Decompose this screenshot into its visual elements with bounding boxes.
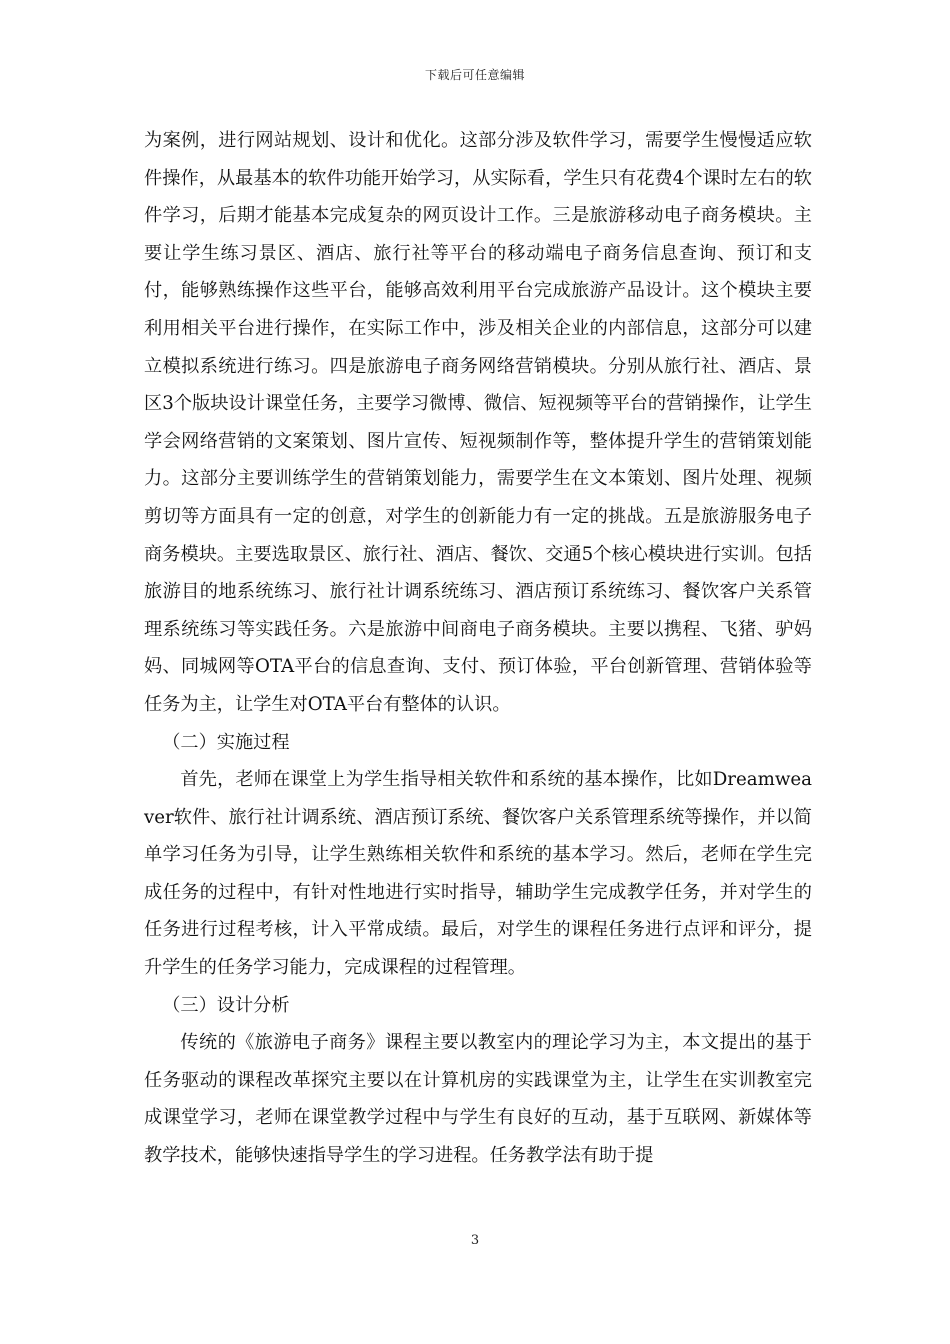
paragraph: 传统的《旅游电子商务》课程主要以教室内的理论学习为主，本文提出的基于任务驱动的课程改革探究主要以在计算机房的实践课堂为主，让学生在实训教室完成课堂学习，老师在课堂教学过程中与学生有良好的互动，基于互联网、新媒体等教学技术，能够快速指导学生的学习进程。任务教学法有助于提 <box>144 1032 812 1167</box>
section-heading: （三）设计分析 <box>162 994 290 1016</box>
paragraph: 为案例，进行网站规划、设计和优化。这部分涉及软件学习，需要学生慢慢适应软件操作，从最基本的软件功能开始学习，从实际看，学生只有花费4个课时左右的软件学习，后期才能基本完成复杂的网页设计工作。三是旅游移动电子商务模块。主要让学生练习景区、酒店、旅行社等平台的移动端电子商务信息查询、预订和支付，能够熟练操作这些平台，能够高效利用平台完成旅游产品设计。这个模块主要利用相关平台进行操作，在实际工作中，涉及相关企业的内部信息，这部分可以建立模拟系统进行练习。四是旅游电子商务网络营销模块。分别从旅行社、酒店、景区3个版块设计课堂任务，主要学习微博、微信、短视频等平台的营销操作，让学生学会网络营销的文案策划、图片宣传、短视频制作等，整体提升学生的营销策划能力。这部分主要训练学生的营销策划能力，需要学生在文本策划、图片处理、视频剪切等方面具有一定的创意，对学生的创新能力有一定的挑战。五是旅游服务电子商务模块。主要选取景区、旅行社、酒店、餐饮、交通5个核心模块进行实训。包括旅游目的地系统练习、旅行社计调系统练习、酒店预订系统练习、餐饮客户关系管理系统练习等实践任务。六是旅游中间商电子商务模块。主要以携程、飞猪、驴妈妈、同城网等OTA平台的信息查询、支付、预订体验，平台创新管理、营销体验等任务为主，让学生对OTA平台有整体的认识。 <box>144 130 812 715</box>
page-header: 下载后可任意编辑 <box>424 68 525 82</box>
page-number: 3 <box>470 1233 480 1248</box>
section-heading: （二）实施过程 <box>162 731 290 753</box>
paragraph: 首先，老师在课堂上为学生指导相关软件和系统的基本操作，比如Dreamweaver软件、旅行社计调系统、酒店预订系统、餐饮客户关系管理系统等操作，并以简单学习任务为引导，让学生熟练相关软件和系统的基本学习。然后，老师在学生完成任务的过程中，有针对性地进行实时指导，辅助学生完成教学任务，并对学生的任务进行过程考核，计入平常成绩。最后，对学生的课程任务进行点评和评分，提升学生的任务学习能力，完成课程的过程管理。 <box>144 769 812 979</box>
document-body <box>144 122 812 1175</box>
